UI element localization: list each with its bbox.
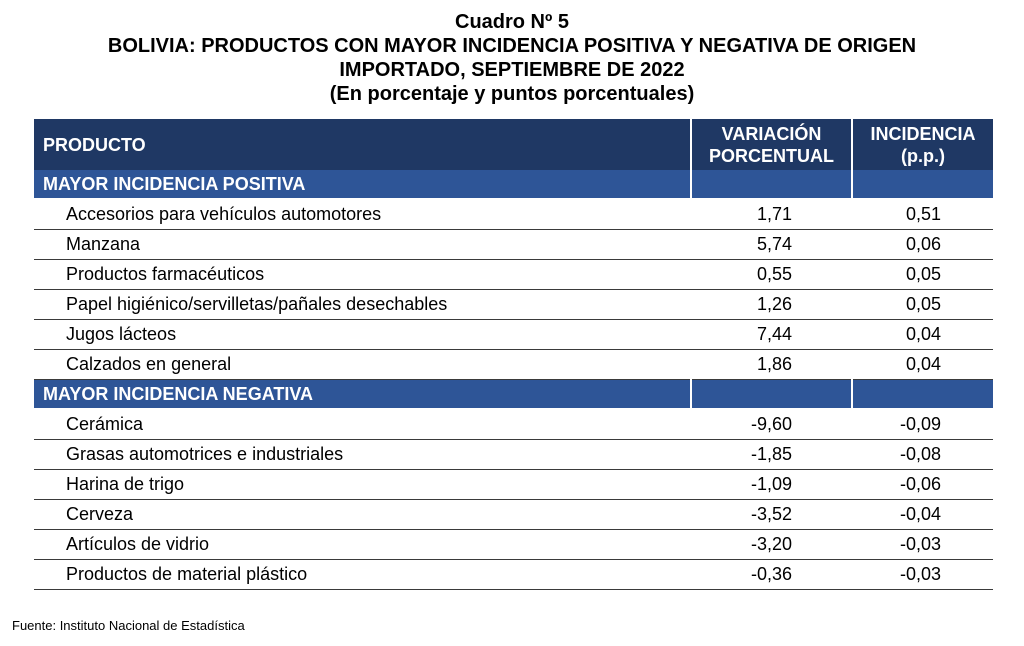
product-cell: Cerveza bbox=[34, 500, 691, 530]
product-cell: Harina de trigo bbox=[34, 470, 691, 500]
table-row bbox=[34, 320, 993, 350]
source-note: Fuente: Instituto Nacional de Estadística bbox=[12, 618, 245, 633]
table-row bbox=[34, 230, 993, 260]
product-cell: Productos de material plástico bbox=[34, 560, 691, 590]
variation-cell: -1,09 bbox=[691, 470, 852, 500]
incidence-cell: 0,06 bbox=[852, 230, 993, 260]
section-fill-cell bbox=[852, 380, 993, 410]
product-cell: Papel higiénico/servilletas/pañales desechables bbox=[34, 290, 691, 320]
product-cell: Jugos lácteos bbox=[34, 320, 691, 350]
product-cell: Calzados en general bbox=[34, 350, 691, 380]
section-header-row bbox=[34, 170, 993, 199]
document-title bbox=[0, 10, 1024, 106]
table-number: Cuadro Nº 5 bbox=[455, 11, 569, 33]
table-row bbox=[34, 560, 993, 590]
title-line-1: BOLIVIA: PRODUCTOS CON MAYOR INCIDENCIA POSITIVA Y NEGATIVA DE ORIGEN bbox=[107, 35, 917, 57]
table-row bbox=[34, 409, 993, 440]
incidence-cell: -0,06 bbox=[852, 470, 993, 500]
variation-cell: -0,36 bbox=[691, 560, 852, 590]
incidence-cell: 0,05 bbox=[852, 260, 993, 290]
product-cell: Manzana bbox=[34, 230, 691, 260]
title-line-2: IMPORTADO, SEPTIEMBRE DE 2022 bbox=[339, 59, 685, 81]
table-row bbox=[34, 290, 993, 320]
variation-cell: -3,52 bbox=[691, 500, 852, 530]
incidence-cell: -0,03 bbox=[852, 530, 993, 560]
incidence-cell: -0,03 bbox=[852, 560, 993, 590]
incidence-cell: -0,09 bbox=[852, 409, 993, 440]
header-variation-line1: VARIACIÓN bbox=[721, 123, 822, 144]
variation-cell: 1,71 bbox=[691, 199, 852, 230]
table-row bbox=[34, 440, 993, 470]
variation-cell: 0,55 bbox=[691, 260, 852, 290]
data-table bbox=[34, 119, 993, 590]
variation-cell: 5,74 bbox=[691, 230, 852, 260]
variation-cell: 1,26 bbox=[691, 290, 852, 320]
product-cell: Productos farmacéuticos bbox=[34, 260, 691, 290]
variation-cell: -3,20 bbox=[691, 530, 852, 560]
incidence-cell: 0,04 bbox=[852, 350, 993, 380]
variation-cell: -1,85 bbox=[691, 440, 852, 470]
table-row bbox=[34, 199, 993, 230]
table-body bbox=[34, 170, 993, 590]
incidence-cell: 0,04 bbox=[852, 320, 993, 350]
incidence-cell: -0,08 bbox=[852, 440, 993, 470]
header-incidence bbox=[852, 119, 993, 170]
incidence-cell: 0,51 bbox=[852, 199, 993, 230]
variation-cell: -9,60 bbox=[691, 409, 852, 440]
variation-cell: 7,44 bbox=[691, 320, 852, 350]
table-header-row bbox=[34, 119, 993, 170]
title-units: (En porcentaje y puntos porcentuales) bbox=[329, 83, 695, 105]
table-row bbox=[34, 260, 993, 290]
section-label: MAYOR INCIDENCIA NEGATIVA bbox=[34, 380, 691, 410]
product-cell: Accesorios para vehículos automotores bbox=[34, 199, 691, 230]
header-variation-line2: PORCENTUAL bbox=[709, 145, 834, 166]
product-cell: Grasas automotrices e industriales bbox=[34, 440, 691, 470]
header-incidence-line1: INCIDENCIA bbox=[870, 123, 976, 144]
incidence-cell: 0,05 bbox=[852, 290, 993, 320]
section-fill-cell bbox=[852, 170, 993, 199]
header-variation bbox=[691, 119, 852, 170]
table-row bbox=[34, 500, 993, 530]
section-fill-cell bbox=[691, 170, 852, 199]
table-row bbox=[34, 530, 993, 560]
product-cell: Cerámica bbox=[34, 409, 691, 440]
variation-cell: 1,86 bbox=[691, 350, 852, 380]
table-row bbox=[34, 350, 993, 380]
table-row bbox=[34, 470, 993, 500]
product-cell: Artículos de vidrio bbox=[34, 530, 691, 560]
section-header-row bbox=[34, 380, 993, 410]
incidence-cell: -0,04 bbox=[852, 500, 993, 530]
header-incidence-line2: (p.p.) bbox=[901, 145, 945, 166]
header-product: PRODUCTO bbox=[34, 119, 691, 170]
section-label: MAYOR INCIDENCIA POSITIVA bbox=[34, 170, 691, 199]
section-fill-cell bbox=[691, 380, 852, 410]
